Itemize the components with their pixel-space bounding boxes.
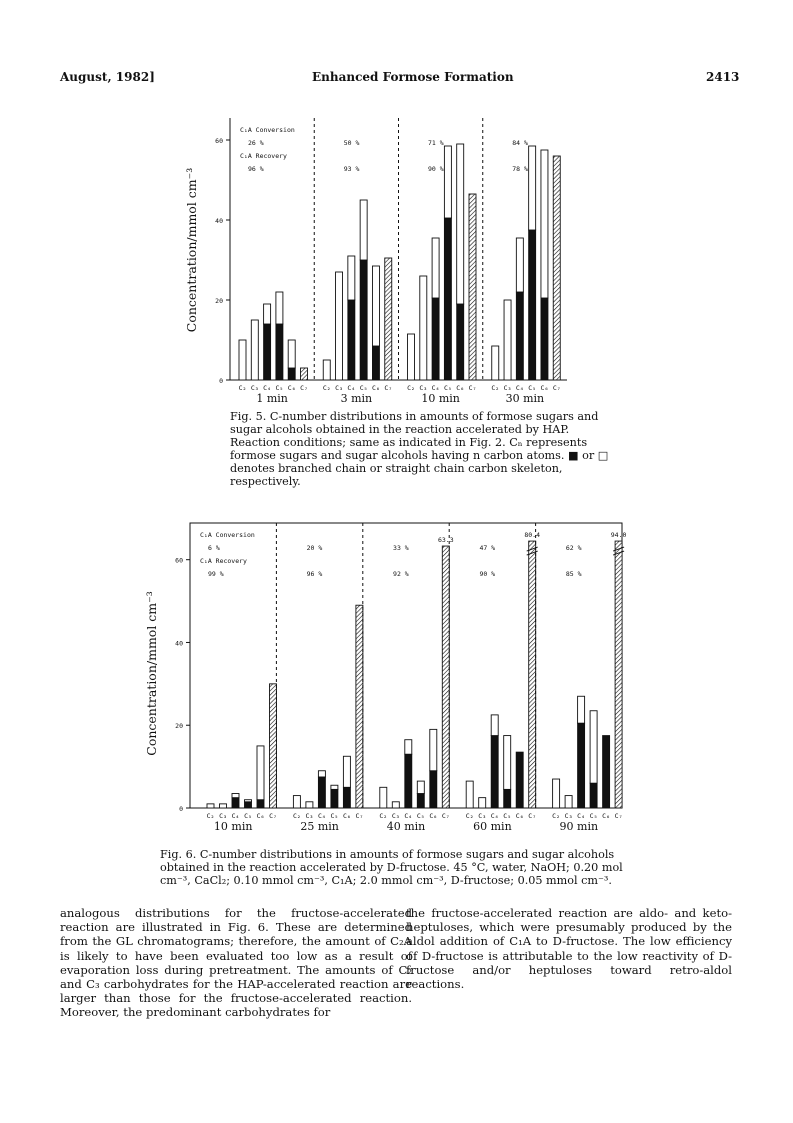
x-tick-label: C₅ bbox=[443, 384, 452, 392]
y-tick-label: 0 bbox=[179, 805, 183, 813]
bar-straight bbox=[245, 800, 252, 802]
x-tick-label: C₅ bbox=[528, 384, 537, 392]
bar-c7-hatched bbox=[615, 541, 622, 808]
conversion-value: 50 % bbox=[343, 139, 360, 147]
x-tick-label: C₅ bbox=[589, 812, 598, 820]
x-tick-label: C₂ bbox=[552, 812, 561, 820]
x-tick-label: C₆ bbox=[372, 384, 380, 392]
x-tick-label: C₂ bbox=[238, 384, 247, 392]
group-time-label: 25 min bbox=[300, 820, 339, 833]
bar-straight bbox=[457, 144, 464, 304]
x-tick-label: C₂ bbox=[322, 384, 331, 392]
bar-straight bbox=[331, 785, 338, 789]
x-tick-label: C₃ bbox=[478, 812, 487, 820]
figure-6-chart bbox=[0, 515, 793, 875]
bar-branched bbox=[276, 324, 283, 380]
bar-branched bbox=[516, 292, 523, 380]
bar-straight bbox=[288, 340, 295, 368]
bar-straight bbox=[380, 787, 387, 808]
bar-straight bbox=[343, 756, 350, 787]
bar-straight bbox=[405, 740, 412, 754]
x-tick-label: C₆ bbox=[515, 812, 524, 820]
x-tick-label: C₆ bbox=[342, 812, 351, 820]
bar-branched bbox=[348, 300, 355, 380]
bar-straight bbox=[293, 796, 300, 808]
bar-c7-hatched bbox=[442, 546, 449, 808]
x-tick-label: C₆ bbox=[256, 812, 265, 820]
x-tick-label: C₄ bbox=[431, 384, 440, 392]
bar-straight bbox=[444, 146, 451, 218]
bar-straight bbox=[207, 804, 214, 808]
bar-c7-hatched bbox=[385, 258, 392, 380]
recovery-value: 92 % bbox=[393, 570, 409, 578]
x-tick-label: C₇ bbox=[384, 384, 393, 392]
x-tick-label: C₄ bbox=[515, 384, 524, 392]
bar-branched bbox=[578, 723, 585, 808]
x-tick-label: C₆ bbox=[287, 384, 296, 392]
bar-straight bbox=[479, 798, 486, 808]
bar-branched bbox=[288, 368, 295, 380]
figure-6-caption-text: C-number distributions in amounts of formose sugars and sugar alcohols obtained in the reaction accelerated by D-fructose. 45 °C, water, NaOH; 0.20 mol cm⁻³, CaCl₂; 0.10 mmol cm⁻³, C₁A; 2.0 mmol cm⁻³, D-fructose; 0.05 mmol cm⁻³. bbox=[160, 848, 623, 887]
figure-5-caption bbox=[230, 410, 610, 488]
bar-branched bbox=[590, 783, 597, 808]
x-tick-label: C₆ bbox=[429, 812, 438, 820]
recovery-heading: C₁A Recovery bbox=[200, 557, 247, 565]
y-tick-label: 20 bbox=[215, 297, 223, 305]
bar-straight bbox=[318, 771, 325, 777]
x-tick-label: C₇ bbox=[300, 384, 308, 392]
header-title: Enhanced Formose Formation bbox=[312, 70, 514, 84]
bar-branched bbox=[529, 230, 536, 380]
x-tick-label: C₃ bbox=[305, 812, 314, 820]
bar-straight bbox=[420, 276, 427, 380]
bar-straight bbox=[360, 200, 367, 260]
header-page-number: 2413 bbox=[706, 70, 740, 84]
bar-branched bbox=[603, 736, 610, 808]
x-tick-label: C₃ bbox=[503, 384, 512, 392]
recovery-value: 99 % bbox=[208, 570, 224, 578]
bar-straight bbox=[578, 696, 585, 723]
bar-branched bbox=[264, 324, 271, 380]
group-time-label: 40 min bbox=[386, 820, 426, 833]
y-axis-label: Concentration/mmol cm⁻³ bbox=[184, 167, 199, 333]
recovery-value: 96 % bbox=[306, 570, 323, 578]
x-tick-label: C₆ bbox=[602, 812, 611, 820]
bar-straight bbox=[372, 266, 379, 346]
y-tick-label: 40 bbox=[215, 217, 223, 225]
bar-branched bbox=[432, 298, 439, 380]
group-time-label: 10 min bbox=[213, 820, 253, 833]
bar-straight bbox=[553, 779, 560, 808]
group-time-label: 90 min bbox=[559, 820, 599, 833]
bar-branched bbox=[444, 218, 451, 380]
conversion-value: 20 % bbox=[306, 544, 323, 552]
bar-straight bbox=[239, 340, 246, 380]
x-tick-label: C₇ bbox=[528, 812, 537, 820]
y-tick-label: 0 bbox=[219, 377, 223, 385]
bar-straight bbox=[408, 334, 415, 380]
c7-value-label: 63.3 bbox=[437, 536, 454, 545]
x-tick-label: C₄ bbox=[347, 384, 356, 392]
x-tick-label: C₂ bbox=[292, 812, 301, 820]
bar-straight bbox=[504, 736, 511, 790]
conversion-value: 33 % bbox=[393, 544, 409, 552]
conversion-heading: C₁A Conversion bbox=[240, 126, 295, 134]
bar-straight bbox=[257, 746, 264, 800]
bar-straight bbox=[323, 360, 330, 380]
x-tick-label: C₂ bbox=[465, 812, 474, 820]
y-tick-label: 40 bbox=[175, 639, 183, 648]
x-tick-label: C₅ bbox=[244, 812, 252, 820]
x-tick-label: C₇ bbox=[552, 384, 561, 392]
bar-c7-hatched bbox=[270, 684, 277, 808]
x-tick-label: C₄ bbox=[231, 812, 240, 820]
conversion-value: 84 % bbox=[512, 139, 528, 147]
bar-straight bbox=[516, 238, 523, 292]
conversion-value: 6 % bbox=[208, 544, 220, 552]
x-tick-label: C₂ bbox=[206, 812, 215, 820]
conversion-value: 47 % bbox=[479, 544, 496, 552]
c7-value-label: 80.4 bbox=[524, 531, 541, 540]
x-tick-label: C₇ bbox=[355, 812, 364, 820]
bar-branched bbox=[457, 304, 464, 380]
bar-straight bbox=[264, 304, 271, 324]
x-tick-label: C₃ bbox=[391, 812, 400, 820]
x-tick-label: C₅ bbox=[330, 812, 339, 820]
y-tick-label: 60 bbox=[175, 556, 183, 565]
x-tick-label: C₄ bbox=[317, 812, 326, 820]
bar-straight bbox=[590, 711, 597, 783]
group-time-label: 30 min bbox=[505, 392, 545, 405]
bar-branched bbox=[417, 794, 424, 808]
bar-branched bbox=[318, 777, 325, 808]
x-tick-label: C₇ bbox=[468, 384, 477, 392]
figure-6-caption-label: Fig. 6. bbox=[160, 848, 197, 861]
x-tick-label: C₆ bbox=[540, 384, 549, 392]
x-tick-label: C₂ bbox=[491, 384, 500, 392]
bar-branched bbox=[245, 802, 252, 808]
y-axis-label: Concentration/mmol cm⁻³ bbox=[144, 591, 159, 756]
x-tick-label: C₃ bbox=[419, 384, 428, 392]
bar-branched bbox=[516, 752, 523, 808]
bar-straight bbox=[529, 146, 536, 230]
x-tick-label: C₂ bbox=[379, 812, 388, 820]
bar-straight bbox=[541, 150, 548, 298]
body-text-left-column: analogous distributions for the fructose-accelerated reaction are illustrated in Fig. 6. These are determined from the GL chromatograms; therefore, the amount of C₂A is likely to have been evaluated too low as a result of evaporation loss during pretreatment. The amounts of C₂ and C₃ carbohydrates for the HAP-accelerated reaction are larger than those for the fructose-accelerated reaction. Moreover, the predominant carbohydrates for bbox=[60, 906, 412, 1020]
recovery-heading: C₁A Recovery bbox=[240, 152, 287, 160]
group-time-label: 10 min bbox=[421, 392, 460, 405]
x-tick-label: C₃ bbox=[250, 384, 259, 392]
recovery-value: 90 % bbox=[427, 165, 444, 173]
x-tick-label: C₇ bbox=[441, 812, 450, 820]
bar-branched bbox=[360, 260, 367, 380]
x-tick-label: C₃ bbox=[335, 384, 343, 392]
bar-branched bbox=[430, 771, 437, 808]
x-tick-label: C₅ bbox=[359, 384, 368, 392]
bar-branched bbox=[232, 798, 239, 808]
body-text-right-column: the fructose-accelerated reaction are aldo- and keto-heptuloses, which were presumably produced by the aldol addition of C₁A to D-fructose. The low efficiency of D-fructose is attributable to the low reactivity of D-fructose and/or heptuloses toward retro-aldol reactions. bbox=[406, 906, 732, 992]
bar-straight bbox=[348, 256, 355, 300]
recovery-value: 96 % bbox=[248, 165, 264, 173]
recovery-value: 78 % bbox=[512, 165, 528, 173]
figure-6-caption bbox=[160, 848, 630, 887]
bar-branched bbox=[372, 346, 379, 380]
recovery-value: 85 % bbox=[565, 570, 582, 578]
bar-straight bbox=[251, 320, 258, 380]
x-tick-label: C₃ bbox=[219, 812, 227, 820]
header-date: August, 1982] bbox=[60, 70, 155, 84]
bar-branched bbox=[331, 789, 338, 808]
conversion-value: 71 % bbox=[427, 139, 444, 147]
bar-straight bbox=[276, 292, 283, 324]
bar-c7-hatched bbox=[301, 368, 308, 380]
bar-straight bbox=[504, 300, 511, 380]
bar-c7-hatched bbox=[553, 156, 560, 380]
bar-c7-hatched bbox=[469, 194, 476, 380]
bar-straight bbox=[392, 802, 399, 808]
bar-branched bbox=[491, 736, 498, 808]
x-tick-label: C₄ bbox=[577, 812, 586, 820]
recovery-value: 90 % bbox=[479, 570, 496, 578]
x-tick-label: C₂ bbox=[407, 384, 415, 392]
x-tick-label: C₄ bbox=[404, 812, 413, 820]
group-time-label: 3 min bbox=[340, 392, 373, 405]
bar-straight bbox=[336, 272, 343, 380]
c7-value-label: 94.0 bbox=[610, 531, 627, 540]
x-tick-label: C₅ bbox=[503, 812, 512, 820]
group-time-label: 1 min bbox=[256, 392, 288, 405]
x-tick-label: C₇ bbox=[614, 812, 623, 820]
x-tick-label: C₅ bbox=[416, 812, 425, 820]
bar-straight bbox=[491, 715, 498, 736]
bar-branched bbox=[504, 789, 511, 808]
x-tick-label: C₅ bbox=[275, 384, 284, 392]
conversion-value: 26 % bbox=[248, 139, 264, 147]
bar-branched bbox=[257, 800, 264, 808]
bar-straight bbox=[306, 802, 313, 808]
bar-straight bbox=[466, 781, 473, 808]
bar-c7-hatched bbox=[356, 605, 363, 808]
x-tick-label: C₄ bbox=[490, 812, 499, 820]
figure-5-caption-label: Fig. 5. bbox=[230, 410, 267, 423]
bar-straight bbox=[220, 804, 227, 808]
group-time-label: 60 min bbox=[473, 820, 512, 833]
conversion-heading: C₁A Conversion bbox=[200, 531, 255, 539]
recovery-value: 93 % bbox=[343, 165, 360, 173]
bar-c7-hatched bbox=[529, 541, 536, 808]
bar-branched bbox=[405, 754, 412, 808]
x-tick-label: C₃ bbox=[564, 812, 573, 820]
figure-5-caption-text: C-number distributions in amounts of formose sugars and sugar alcohols obtained in the reaction accelerated by HAP. Reaction conditions; same as indicated in Fig. 2. Cₙ represents formose sugars and sugar alcohols having n carbon atoms. ■ or □ denotes branched chain or straight chain carbon skeleton, respectively. bbox=[230, 410, 609, 488]
bar-branched bbox=[343, 787, 350, 808]
bar-straight bbox=[492, 346, 499, 380]
bar-straight bbox=[417, 781, 424, 793]
conversion-value: 62 % bbox=[565, 544, 582, 552]
bar-straight bbox=[430, 729, 437, 770]
bar-straight bbox=[565, 796, 572, 808]
bar-straight bbox=[432, 238, 439, 298]
y-tick-label: 20 bbox=[175, 722, 183, 731]
x-tick-label: C₄ bbox=[263, 384, 272, 392]
bar-branched bbox=[541, 298, 548, 380]
x-tick-label: C₆ bbox=[456, 384, 465, 392]
y-tick-label: 60 bbox=[215, 137, 223, 145]
bar-straight bbox=[232, 794, 239, 798]
x-tick-label: C₇ bbox=[269, 812, 277, 820]
